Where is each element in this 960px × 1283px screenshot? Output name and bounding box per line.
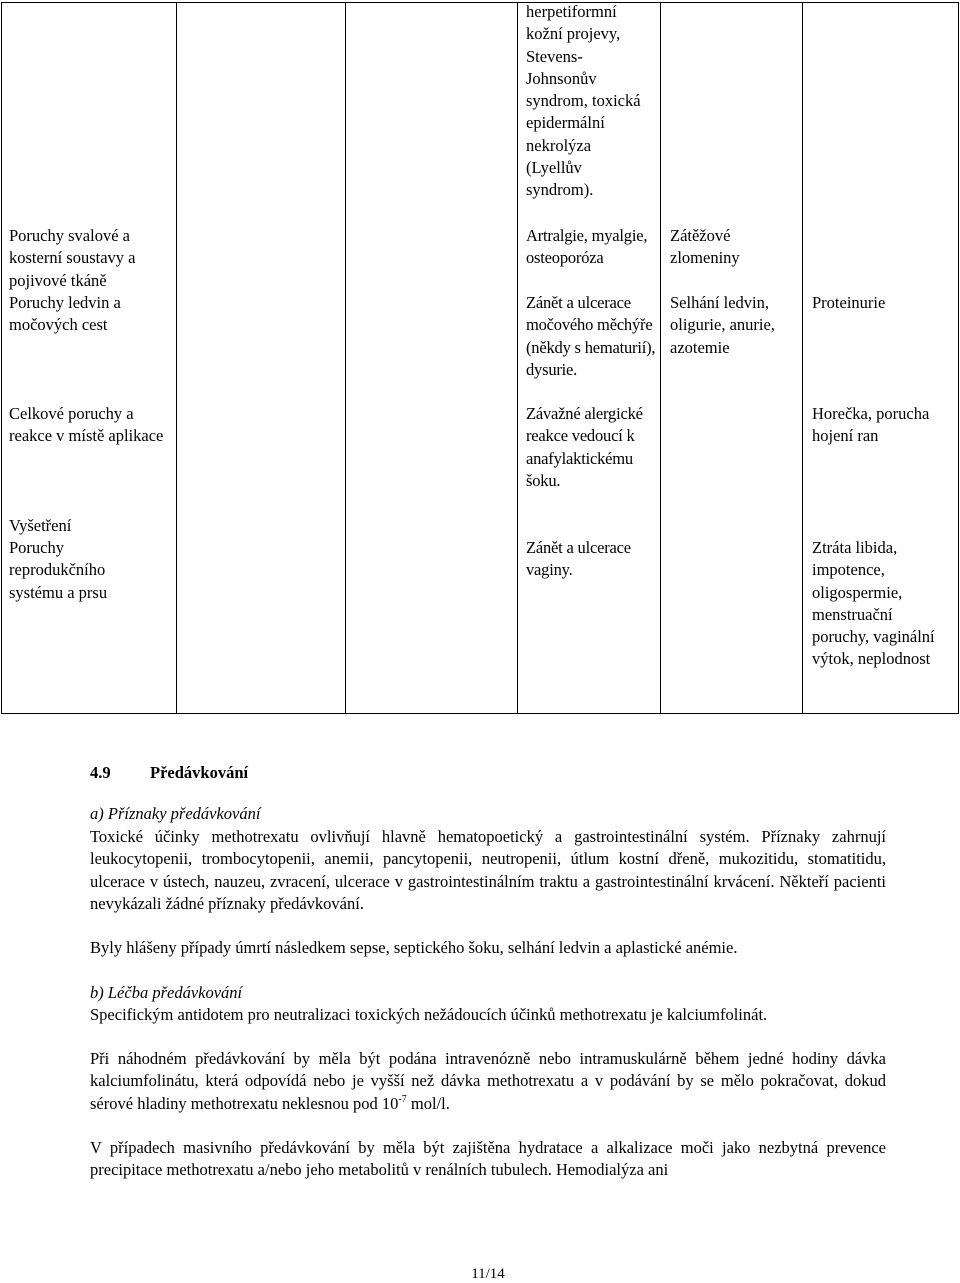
table-cell: Horečka, porucha hojení ran	[812, 404, 930, 446]
table-cell: Ztráta libida, impotence, oligospermie, menstruační poruchy, vaginální výtok, neplodnost	[812, 538, 935, 669]
subheading-treatment: b) Léčba předávkování	[90, 983, 243, 1002]
table-cell: Selhání ledvin, oligurie, anurie, azotemie	[670, 293, 775, 357]
section-title: Předávkování	[150, 763, 249, 782]
paragraph-text: Při náhodném předávkování by měla být podána intravenózně nebo intramuskulárně během jedné hodiny dávka kalciumfolinátu, která odpovídá nebo je vyšší než dávka methotrexatu a v podávání by se mělo pokračovat, dokud sérové hladiny methotrexatu neklesnou pod 10	[90, 1049, 886, 1113]
table-cell: Poruchy ledvin a močových cest	[9, 293, 121, 335]
paragraph-text: mol/l.	[406, 1093, 450, 1113]
table-divider	[660, 3, 661, 713]
paragraph	[90, 1048, 886, 1115]
table-divider	[802, 3, 803, 713]
exponent: -7	[398, 1093, 407, 1105]
table-divider	[345, 3, 346, 713]
section-heading	[90, 763, 248, 783]
paragraph: Specifickým antidotem pro neutralizaci toxických nežádoucích účinků methotrexatu je kalciumfolinát.	[90, 1005, 768, 1024]
table-cell: Celkové poruchy a reakce v místě aplikace	[9, 404, 164, 446]
table-cell: herpetiformní kožní projevy, Stevens-Johnsonův syndrom, toxická epidermální nekrolýza (Lyellův syndrom).	[526, 2, 641, 200]
table-divider	[176, 3, 177, 713]
paragraph: Byly hlášeny případy úmrtí následkem sepse, septického šoku, selhání ledvin a aplastické anémie.	[90, 938, 738, 957]
adverse-effects-table	[1, 2, 959, 714]
table-cell: Zátěžové zlomeniny	[670, 226, 740, 268]
table-cell: Závažné alergické reakce vedoucí k anafylaktickému šoku.	[526, 404, 643, 490]
table-cell: Vyšetření	[9, 516, 72, 535]
paragraph: V případech masivního předávkování by měla být zajištěna hydratace a alkalizace moči jako nezbytná prevence precipitace methotrexatu a/nebo jeho metabolitů v renálních tubulech. Hemodialýza ani	[90, 1138, 886, 1180]
table-cell: Zánět a ulcerace močového měchýře (někdy s hematurií), dysurie.	[526, 293, 656, 379]
paragraph: Toxické účinky methotrexatu ovlivňují hlavně hematopoetický a gastrointestinální systém. Příznaky zahrnují leukocytopenii, trombocytopenii, anemii, pancytopenii, neutropenii, útlum kostní dřeně, mukozitidu, stomatitidu, ulcerace v ústech, nauzeu, zvracení, ulcerace v gastrointestinálním traktu a gastrointestinální krvácení. Někteří pacienti nevykázali žádné příznaky předávkování.	[90, 827, 886, 913]
section-number: 4.9	[90, 763, 111, 782]
page-number: 11/14	[471, 1266, 505, 1282]
table-divider	[517, 3, 518, 713]
table-cell: Poruchy reprodukčního systému a prsu	[9, 538, 108, 602]
table-cell: Zánět a ulcerace vaginy.	[526, 538, 631, 580]
table-cell: Artralgie, myalgie, osteoporóza	[526, 226, 648, 268]
subheading-symptoms: a) Příznaky předávkování	[90, 804, 261, 823]
table-cell: Poruchy svalové a kosterní soustavy a pojivové tkáně	[9, 226, 136, 290]
table-cell: Proteinurie	[812, 293, 886, 312]
